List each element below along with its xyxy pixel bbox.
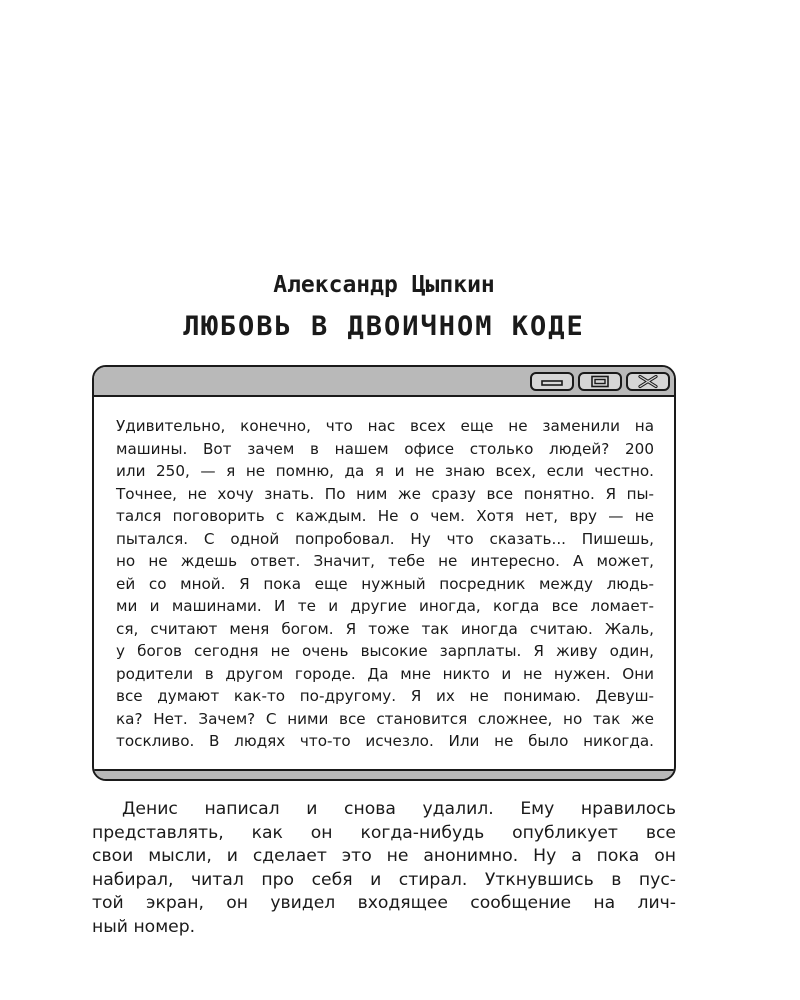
window-text-line: но не ждешь ответ. Значит, тебе не интересно. А может, [116,552,654,570]
window-text-line: машины. Вот зачем в нашем офисе столько людей? 200 [116,439,654,458]
window-text [116,415,654,753]
body-paragraph [92,798,676,939]
window-text-line: тоскливо. В людях что-то исчезло. Или не было никогда. [116,732,654,750]
close-icon [626,372,670,391]
author-name: Александр Цыпкин [273,272,495,298]
window-text-line: все думают как-то по-другому. Я их не понимаю. Девуш- [116,687,654,705]
paragraph-line: представлять, как он когда-нибудь опубликует все [92,822,676,843]
window-text-line: ей со мной. Я пока еще нужный посредник между людь- [116,574,654,593]
window-statusbar [94,769,674,779]
minimize-icon [530,372,574,391]
paragraph-line: той экран, он увидел входящее сообщение на лич- [92,893,676,913]
window-text-line: тался поговорить с каждым. Не о чем. Хотя нет, вру — не [116,507,654,525]
window-text-line: или 250, — я не помню, да я и не знаю всех, если честно. [116,462,654,480]
window-titlebar [94,367,674,397]
window-text-line: Удивительно, конечно, что нас всех еще не заменили на [116,417,654,435]
paragraph-line: набирал, читал про себя и стирал. Уткнувшись в пус- [92,869,676,890]
chat-window-illustration [92,365,676,781]
maximize-icon [578,372,622,391]
book-title: ЛЮБОВЬ В ДВОИЧНОМ КОДЕ [183,311,585,342]
paragraph-line: свои мысли, и сделает это не анонимно. Ну а пока он [92,846,676,866]
window-text-line: ми и машинами. И те и другие иногда, когда все ломает- [116,597,654,615]
window-text-line: ся, считают меня богом. Я тоже так иногда считаю. Жаль, [116,619,654,638]
window-text-line: ка? Нет. Зачем? С ними все становится сложнее, но так же [116,709,654,728]
window-text-line: родители в другом городе. Да мне никто и не нужен. Они [116,664,654,683]
window-text-line: у богов сегодня не очень высокие зарплаты. Я живу один, [116,642,654,660]
window-text-line: пытался. С одной попробовал. Ну что сказать... Пишешь, [116,529,654,548]
paragraph-line: Денис написал и снова удалил. Ему нравилось [122,799,676,819]
window-text-line: Точнее, не хочу знать. По ним же сразу все понятно. Я пы- [116,484,654,503]
paragraph-line: ный номер. [92,916,196,937]
